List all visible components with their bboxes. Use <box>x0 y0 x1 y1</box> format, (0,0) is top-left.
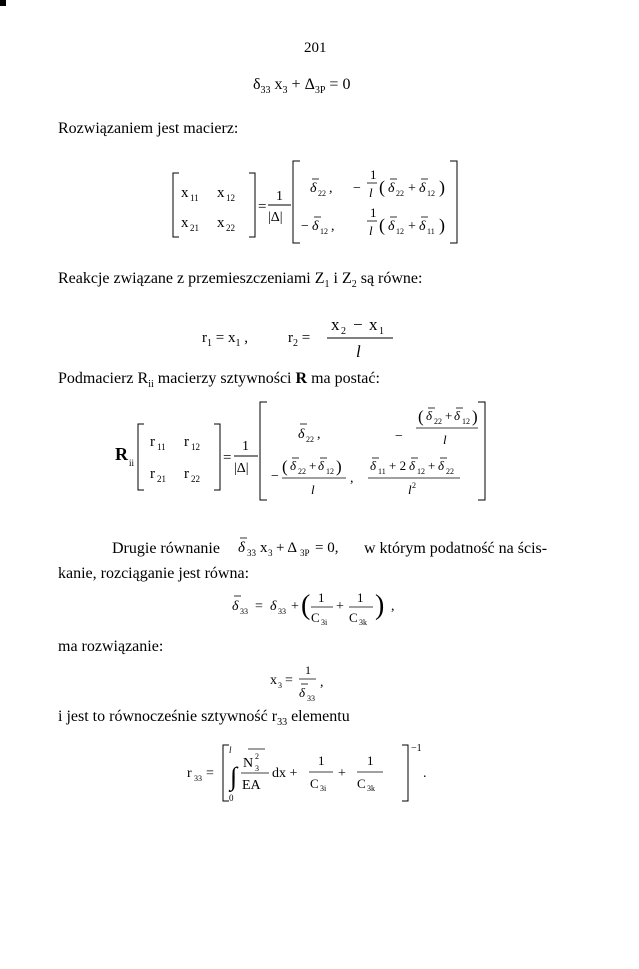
svg-text:δ: δ <box>426 408 433 423</box>
svg-text:+: + <box>291 599 299 614</box>
svg-text:): ) <box>439 215 445 235</box>
svg-text:1: 1 <box>370 167 377 182</box>
svg-text:11: 11 <box>378 467 386 476</box>
svg-text:,: , <box>350 471 354 486</box>
svg-text:l: l <box>408 482 412 497</box>
svg-text:22: 22 <box>396 189 404 198</box>
svg-text:3P: 3P <box>300 548 310 558</box>
svg-text:r: r <box>150 434 155 450</box>
svg-text:3: 3 <box>255 764 259 773</box>
svg-text:(: ( <box>379 177 385 197</box>
svg-text:+: + <box>336 599 344 614</box>
svg-text:=: = <box>255 599 263 614</box>
matrix-equation-R <box>110 398 500 508</box>
svg-text:12: 12 <box>462 417 470 426</box>
svg-text:+: + <box>428 458 436 473</box>
svg-text:=: = <box>285 673 293 688</box>
svg-text:x: x <box>331 315 340 334</box>
equation-r33 <box>185 735 445 810</box>
para2-sub1: 1 <box>324 279 330 291</box>
paragraph-has-solution: ma rozwiązanie: <box>58 638 164 655</box>
svg-text:22: 22 <box>446 467 454 476</box>
svg-text:=: = <box>206 766 214 781</box>
svg-text:l: l <box>443 432 447 447</box>
svg-text:1: 1 <box>242 439 249 454</box>
svg-text:2: 2 <box>341 326 346 337</box>
paragraph-solution-intro: Rozwiązaniem jest macierz: <box>58 120 239 137</box>
eq1-x-sub: 3 <box>282 85 288 97</box>
svg-text:δ: δ <box>419 181 426 196</box>
svg-text:+ Δ: + Δ <box>276 540 298 556</box>
r1-eq: = x <box>212 330 236 346</box>
r2-label: r <box>288 330 293 346</box>
svg-text:δ: δ <box>419 219 426 234</box>
svg-text:δ: δ <box>299 685 306 700</box>
svg-text:22: 22 <box>298 467 306 476</box>
r2-sub: 2 <box>293 338 298 349</box>
svg-text:22: 22 <box>318 189 326 198</box>
svg-text:(: ( <box>282 457 288 476</box>
svg-text:3k: 3k <box>367 784 375 793</box>
svg-text:3k: 3k <box>359 618 367 627</box>
svg-text:.: . <box>423 766 427 781</box>
svg-text:,: , <box>391 599 395 614</box>
x1-sub: 1 <box>235 338 241 349</box>
svg-text:,: , <box>317 427 321 442</box>
svg-text:−: − <box>271 469 279 484</box>
para6-text-b: elementu <box>287 708 350 725</box>
r2-eq: = <box>298 330 311 346</box>
r1-equation <box>202 330 248 349</box>
svg-text:22: 22 <box>434 417 442 426</box>
svg-text:12: 12 <box>326 467 334 476</box>
r2-fraction <box>325 312 425 362</box>
svg-text:r: r <box>184 434 189 450</box>
para6-sub: 33 <box>277 717 288 729</box>
svg-text:R: R <box>115 444 128 464</box>
r2-label-group <box>288 330 310 349</box>
paragraph-submatrix <box>58 370 380 390</box>
svg-text:+: + <box>445 408 453 423</box>
svg-text:∫: ∫ <box>230 762 238 791</box>
svg-text:l: l <box>369 185 373 200</box>
svg-text:=: = <box>258 199 267 215</box>
paragraph-second-eq-a: Drugie równanie <box>112 540 220 557</box>
para3-text-a: Podmacierz R <box>58 370 149 387</box>
svg-text:+: + <box>309 458 317 473</box>
svg-text:21: 21 <box>157 474 166 484</box>
svg-text:δ: δ <box>238 540 245 556</box>
r1-comma: , <box>240 330 248 346</box>
svg-text:1: 1 <box>357 590 364 605</box>
svg-text:22: 22 <box>306 435 314 444</box>
eq1-delta-sub: 33 <box>260 85 271 97</box>
svg-text:11: 11 <box>427 227 435 236</box>
eq1-Delta-sub: 3P <box>314 85 326 97</box>
svg-text:,: , <box>331 219 335 234</box>
svg-text:1: 1 <box>379 326 384 337</box>
eq1-Delta: + Δ <box>287 76 315 93</box>
svg-text:22: 22 <box>226 223 235 233</box>
para3-bold-R: R <box>295 370 308 387</box>
eq1-delta: δ <box>253 76 261 93</box>
svg-text:33: 33 <box>194 774 202 783</box>
svg-text:|Δ|: |Δ| <box>234 461 249 476</box>
svg-text:(: ( <box>301 590 311 621</box>
svg-text:12: 12 <box>417 467 425 476</box>
r1-sub: 1 <box>207 338 212 349</box>
svg-text:0: 0 <box>229 793 234 803</box>
svg-text:x: x <box>217 215 225 231</box>
para3-text-c: ma postać: <box>307 370 380 387</box>
svg-text:12: 12 <box>396 227 404 236</box>
svg-text:33: 33 <box>247 548 256 558</box>
svg-text:= 0,: = 0, <box>315 540 339 556</box>
equation-1 <box>253 76 350 96</box>
svg-text:r: r <box>150 466 155 482</box>
svg-text:δ: δ <box>232 599 239 614</box>
svg-text:C: C <box>349 610 358 625</box>
svg-text:22: 22 <box>191 474 200 484</box>
scan-corner-mark <box>0 0 6 6</box>
para3-sub: ii <box>148 379 154 391</box>
svg-text:): ) <box>375 590 385 621</box>
paragraph-reactions <box>58 270 422 290</box>
svg-text:dx +: dx + <box>272 766 298 781</box>
paragraph-second-eq-b: w którym podatność na ścis- <box>364 540 548 557</box>
svg-text:+: + <box>408 219 416 234</box>
svg-text:,: , <box>329 181 333 196</box>
svg-text:1: 1 <box>305 663 311 677</box>
svg-text:,: , <box>320 675 324 690</box>
svg-text:r: r <box>187 766 192 781</box>
svg-text:−: − <box>353 315 363 334</box>
svg-text:2: 2 <box>255 752 259 761</box>
svg-text:δ: δ <box>370 458 377 473</box>
svg-text:3: 3 <box>268 548 273 558</box>
svg-text:12: 12 <box>320 227 328 236</box>
svg-text:): ) <box>439 177 445 197</box>
svg-text:δ: δ <box>298 427 305 442</box>
svg-text:l: l <box>369 223 373 238</box>
svg-text:12: 12 <box>226 193 235 203</box>
svg-text:3i: 3i <box>320 784 327 793</box>
svg-text:12: 12 <box>191 442 200 452</box>
svg-text:11: 11 <box>157 442 166 452</box>
svg-text:x: x <box>181 185 189 201</box>
svg-text:x: x <box>369 315 378 334</box>
svg-text:l: l <box>311 482 315 497</box>
svg-text:δ: δ <box>310 181 317 196</box>
svg-text:2: 2 <box>412 481 416 490</box>
svg-text:(: ( <box>418 407 424 426</box>
svg-text:1: 1 <box>318 590 325 605</box>
svg-text:x: x <box>217 185 225 201</box>
svg-text:δ: δ <box>409 458 416 473</box>
svg-text:δ: δ <box>312 219 319 234</box>
svg-text:1: 1 <box>276 189 283 204</box>
svg-text:N: N <box>243 756 254 771</box>
para2-text-a: Reakcje związane z przemieszczeniami Z <box>58 270 325 287</box>
svg-text:1: 1 <box>367 753 374 768</box>
svg-text:x: x <box>181 215 189 231</box>
svg-text:x: x <box>260 540 268 556</box>
para2-text-b: i Z <box>329 270 352 287</box>
svg-text:): ) <box>336 457 342 476</box>
matrix-equation-x <box>165 155 465 250</box>
para2-sub2: 2 <box>351 279 357 291</box>
svg-text:3: 3 <box>278 681 282 690</box>
paragraph-stiffness <box>58 708 350 728</box>
svg-text:12: 12 <box>427 189 435 198</box>
svg-text:−: − <box>301 219 309 234</box>
svg-text:−1: −1 <box>411 743 422 754</box>
svg-text:C: C <box>357 776 366 791</box>
svg-text:33: 33 <box>307 694 315 703</box>
svg-text:C: C <box>310 776 319 791</box>
svg-text:δ: δ <box>270 599 277 614</box>
svg-text:δ: δ <box>318 458 325 473</box>
eq1-eq0: = 0 <box>325 76 351 93</box>
inline-equation-second <box>232 530 382 560</box>
equation-delta33-modified <box>225 580 415 630</box>
svg-text:(: ( <box>379 215 385 235</box>
svg-text:EA: EA <box>242 778 261 793</box>
r1-label: r <box>202 330 207 346</box>
svg-text:−: − <box>353 181 361 196</box>
svg-text:C: C <box>311 610 320 625</box>
svg-text:r: r <box>184 466 189 482</box>
svg-text:+: + <box>338 766 346 781</box>
svg-text:−: − <box>395 429 403 444</box>
svg-text:3i: 3i <box>321 618 328 627</box>
svg-text:21: 21 <box>190 223 199 233</box>
page-number: 201 <box>304 40 327 56</box>
svg-text:11: 11 <box>190 193 199 203</box>
svg-text:=: = <box>223 450 232 466</box>
svg-text:1: 1 <box>370 205 377 220</box>
svg-text:l: l <box>356 342 361 361</box>
para6-text-a: i jest to równocześnie sztywność r <box>58 708 278 725</box>
svg-text:ii: ii <box>129 458 135 468</box>
svg-text:): ) <box>472 407 478 426</box>
svg-text:+ 2: + 2 <box>389 458 407 473</box>
svg-text:1: 1 <box>318 753 325 768</box>
svg-text:33: 33 <box>240 607 248 616</box>
svg-text:+: + <box>408 181 416 196</box>
svg-text:δ: δ <box>454 408 461 423</box>
equation-x3 <box>268 660 338 705</box>
eq1-x: x <box>270 76 283 93</box>
paragraph-second-eq-line2: kanie, rozciąganie jest równa: <box>58 565 250 582</box>
svg-text:δ: δ <box>290 458 297 473</box>
svg-text:δ: δ <box>438 458 445 473</box>
svg-text:δ: δ <box>388 181 395 196</box>
svg-text:x: x <box>270 673 277 688</box>
svg-text:δ: δ <box>388 219 395 234</box>
svg-text:33: 33 <box>278 607 286 616</box>
svg-text:|Δ|: |Δ| <box>268 210 283 225</box>
svg-text:l: l <box>229 745 232 755</box>
para3-text-b: macierzy sztywności <box>153 370 296 387</box>
para2-text-c: są równe: <box>356 270 423 287</box>
